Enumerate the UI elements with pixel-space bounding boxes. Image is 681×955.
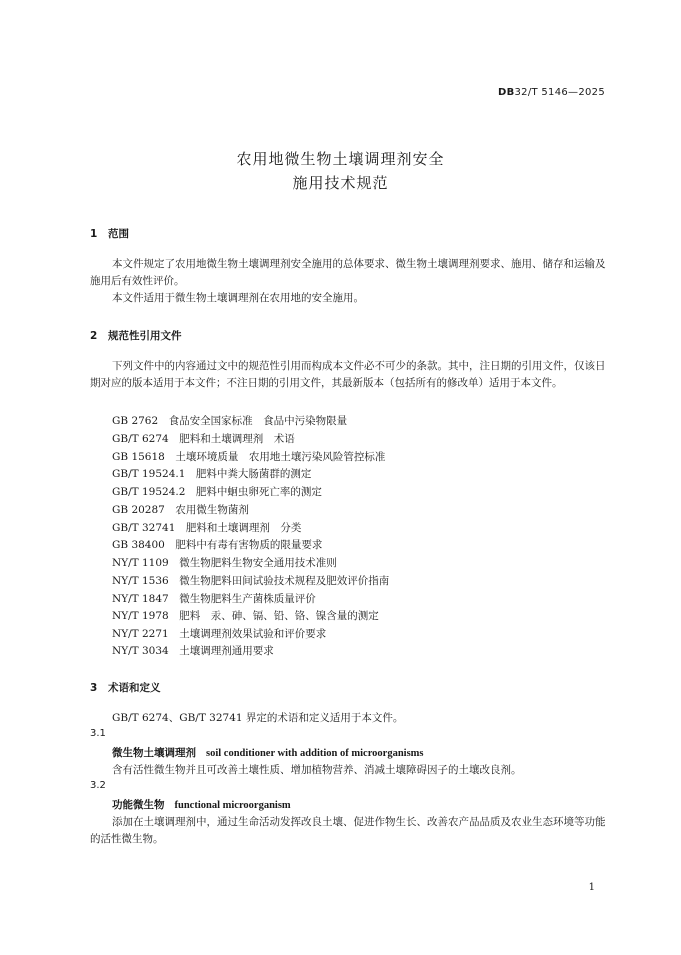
reference-item: GB/T 19524.1 肥料中粪大肠菌群的测定 [112,468,312,480]
term-definition: 含有活性微生物并且可改善土壤性质、增加植物营养、消减土壤障碍因子的土壤改良剂。 [112,764,522,776]
reference-item: GB/T 32741 肥料和土壤调理剂 分类 [112,522,302,534]
term-chinese: 功能微生物 [112,799,165,811]
section-number: 1 [90,228,98,240]
section-heading-normative-references [90,328,182,343]
references-intro: 下列文件中的内容通过文中的规范性引用而构成本文件必不可少的条款。其中，注日期的引用文件，仅该日期对应的版本适用于本文件；不注日期的引用文件，其最新版本（包括所有的修改单）适用于本文件。 [90,360,606,389]
term-definition: 添加在土壤调理剂中，通过生命活动发挥改良土壤、促进作物生长、改善农产品品质及农业生态环境等功能的活性微生物。 [90,816,606,845]
section-title: 范围 [108,228,129,240]
reference-item: GB 2762 食品安全国家标准 食品中污染物限量 [112,415,348,427]
document-title-line1: 农用地微生物土壤调理剂安全 [236,150,445,168]
reference-item: NY/T 1109 微生物肥料生物安全通用技术准则 [112,557,337,569]
scope-paragraph-2: 本文件适用于微生物土壤调理剂在农用地的安全施用。 [112,292,364,304]
reference-item: GB 20287 农用微生物菌剂 [112,504,249,516]
section-heading-scope [90,226,129,241]
term-english: soil conditioner with addition of microorganisms [206,748,424,759]
reference-item: NY/T 1536 微生物肥料田间试验技术规程及肥效评价指南 [112,575,390,587]
reference-item: GB/T 19524.2 肥料中蛔虫卵死亡率的测定 [112,486,322,498]
section-number: 3 [90,682,98,694]
document-title-line2: 施用技术规范 [292,174,389,192]
term-heading [112,797,291,812]
standard-prefix: DB [497,87,515,98]
reference-item: GB 15618 土壤环境质量 农用地土壤污染风险管控标准 [112,451,386,463]
term-number: 3.2 [90,780,106,791]
standard-code: 32/T [514,87,538,98]
reference-item: GB 38400 肥料中有毒有害物质的限量要求 [112,539,323,551]
section-title: 术语和定义 [108,682,161,694]
term-number: 3.1 [90,728,106,739]
standard-year: 5146—2025 [541,87,605,98]
scope-paragraph-1: 本文件规定了农用地微生物土壤调理剂安全施用的总体要求、微生物土壤调理剂要求、施用、储存和运输及施用后有效性评价。 [90,258,606,287]
section-title: 规范性引用文件 [108,330,182,342]
page-number: 1 [588,882,595,893]
terms-intro: GB/T 6274、GB/T 32741 界定的术语和定义适用于本文件。 [112,712,404,724]
section-number: 2 [90,330,98,342]
reference-item: NY/T 1847 微生物肥料生产菌株质量评价 [112,593,316,605]
term-chinese: 微生物土壤调理剂 [112,747,196,759]
reference-item: NY/T 1978 肥料 汞、砷、镉、铅、铬、镍含量的测定 [112,610,379,622]
reference-item: NY/T 2271 土壤调理剂效果试验和评价要求 [112,628,327,640]
reference-item: GB/T 6274 肥料和土壤调理剂 术语 [112,433,295,445]
reference-item: NY/T 3034 土壤调理剂通用要求 [112,645,274,657]
term-heading [112,745,424,760]
term-english: functional microorganism [174,800,291,811]
section-heading-terms [90,680,161,695]
standard-number [498,87,605,98]
